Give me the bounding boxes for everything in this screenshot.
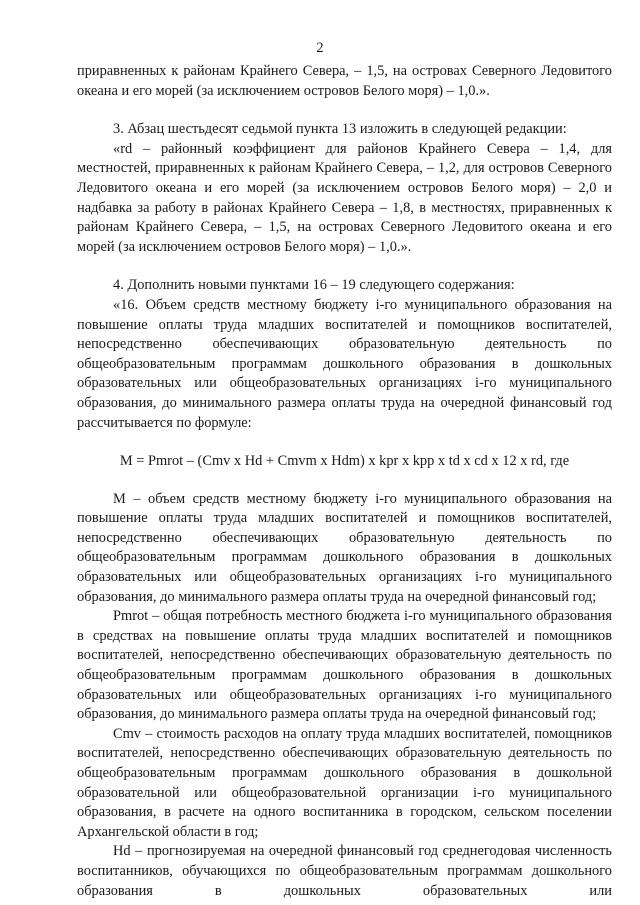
document-body — [77, 62, 612, 901]
paragraph-m-definition: M – объем средств местному бюджету i-го муниципального образования на повышение оплаты труда младших воспитателей и помощников воспитателей, непосредственно обеспечивающих образовательную деятельность по общеобразовательным программам дошкольного образования в дошкольных образовательных или общеобразовательных организациях i-го муниципального образования, до минимального размера оплаты труда на очередной финансовый год; — [77, 490, 612, 605]
formula: M = Pmrot – (Cmv x Hd + Cmvm x Hdm) x kpr x kpp x td x cd x 12 x rd, где — [119, 453, 570, 470]
paragraph-rd-definition: «rd – районный коэффициент для районов Крайнего Севера – 1,4, для местностей, приравненных к районам Крайнего Севера, – 1,2, для островов Северного Ледовитого океана и его морей (за исключением островов Белого моря) – 2,0 и надбавка за работу в районах Крайнего Севера – 1,8, в местностях, приравненных к районам Крайнего Севера, – 1,5, на островах Северного Ледовитого океана и его морей (за исключением островов Белого моря) – 1,0.». — [77, 140, 612, 255]
paragraph-pmrot-definition: Pmrot – общая потребность местного бюджета i-го муниципального образования в средствах на повышение оплаты труда младших воспитателей и помощников воспитателей, непосредственно обеспечивающих образовательную деятельность по общеобразовательным программам дошкольного образования в дошкольных образовательных или общеобразовательных организациях i-го муниципального образования, до минимального размера оплаты труда на очередной финансовый год; — [77, 608, 612, 723]
paragraph-item-3: 3. Абзац шестьдесят седьмой пункта 13 изложить в следующей редакции: — [113, 121, 567, 138]
paragraph-item-16: «16. Объем средств местному бюджету i-го муниципального образования на повышение оплаты труда младших воспитателей и помощников воспитателей, непосредственно обеспечивающих образовательную деятельность по общеобразовательным программам дошкольного образования в дошкольных образовательных или общеобразовательных организациях i-го муниципального образования, до минимального размера оплаты труда на очередной финансовый год рассчитывается по формуле: — [77, 296, 612, 431]
paragraph-hd-definition: Hd – прогнозируемая на очередной финансовый год среднегодовая численность воспитанников, обучающихся по общеобразовательным программам дошкольного образования в дошкольных образовательных или — [77, 843, 612, 899]
paragraph-item-4: 4. Дополнить новыми пунктами 16 – 19 следующего содержания: — [113, 277, 515, 294]
page-number: 2 — [316, 40, 324, 56]
paragraph-continuation: приравненных к районам Крайнего Севера, – 1,5, на островах Северного Ледовитого океана и его морей (за исключением островов Белого моря) – 1,0.». — [77, 63, 612, 99]
paragraph-cmv-definition: Cmv – стоимость расходов на оплату труда младших воспитателей, помощников воспитателей, непосредственно обеспечивающих образовательную деятельность по общеобразовательным программам дошкольного образования в дошкольной образовательной или общеобразовательной организации i-го муниципального образования, в расчете на одного воспитанника в городском, сельском поселении Архангельской области в год; — [77, 725, 612, 840]
